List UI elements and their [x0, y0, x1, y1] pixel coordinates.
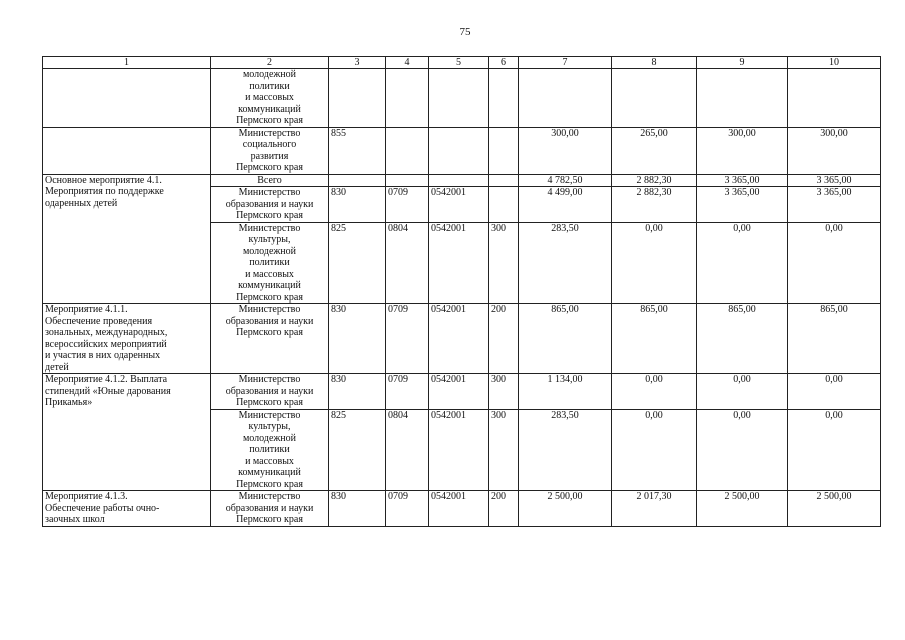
cell-amount-9	[697, 69, 788, 128]
cell-grbs: 830	[329, 491, 386, 527]
header-col-7: 7	[519, 57, 612, 69]
cell-amount-10: 0,00	[788, 374, 881, 410]
header-col-9: 9	[697, 57, 788, 69]
cell-amount-7: 300,00	[519, 127, 612, 174]
cell-amount-8: 0,00	[612, 222, 697, 304]
cell-event-name: Мероприятие 4.1.3. Обеспечение работы очно- заочных школ	[43, 491, 211, 527]
header-col-4: 4	[386, 57, 429, 69]
cell-amount-7: 283,50	[519, 409, 612, 491]
cell-amount-7	[519, 69, 612, 128]
cell-rzpr	[386, 127, 429, 174]
cell-amount-10: 2 500,00	[788, 491, 881, 527]
cell-csr: 0542001	[429, 222, 489, 304]
cell-csr	[429, 127, 489, 174]
cell-rzpr: 0709	[386, 491, 429, 527]
cell-rzpr: 0804	[386, 409, 429, 491]
cell-vr: 300	[489, 374, 519, 410]
cell-vr: 300	[489, 409, 519, 491]
cell-grbs: 830	[329, 187, 386, 223]
cell-executor: Министерство культуры, молодежной политики и массовых коммуникаций Пермского края	[211, 222, 329, 304]
cell-amount-8: 0,00	[612, 374, 697, 410]
table-row	[43, 374, 881, 410]
cell-grbs	[329, 69, 386, 128]
cell-csr: 0542001	[429, 374, 489, 410]
cell-grbs	[329, 174, 386, 187]
cell-amount-10: 3 365,00	[788, 174, 881, 187]
cell-amount-8: 2 017,30	[612, 491, 697, 527]
cell-vr	[489, 69, 519, 128]
header-col-2: 2	[211, 57, 329, 69]
cell-amount-8: 0,00	[612, 409, 697, 491]
cell-csr	[429, 69, 489, 128]
cell-executor: Министерство образования и науки Пермского края	[211, 374, 329, 410]
table-row	[43, 491, 881, 527]
cell-amount-7: 1 134,00	[519, 374, 612, 410]
cell-rzpr: 0709	[386, 187, 429, 223]
cell-executor: Министерство образования и науки Пермского края	[211, 491, 329, 527]
cell-amount-9: 2 500,00	[697, 491, 788, 527]
cell-amount-9: 300,00	[697, 127, 788, 174]
cell-grbs: 825	[329, 409, 386, 491]
header-col-1: 1	[43, 57, 211, 69]
header-col-5: 5	[429, 57, 489, 69]
cell-amount-9: 865,00	[697, 304, 788, 374]
cell-grbs: 825	[329, 222, 386, 304]
cell-event-name: Мероприятие 4.1.2. Выплата стипендий «Юные дарования Прикамья»	[43, 374, 211, 491]
header-col-6: 6	[489, 57, 519, 69]
header-col-3: 3	[329, 57, 386, 69]
cell-amount-10: 0,00	[788, 409, 881, 491]
cell-amount-7: 4 499,00	[519, 187, 612, 223]
cell-vr	[489, 127, 519, 174]
cell-executor: Министерство образования и науки Пермского края	[211, 187, 329, 223]
header-col-10: 10	[788, 57, 881, 69]
cell-event-name: Мероприятие 4.1.1. Обеспечение проведения зональных, международных, всероссийских мероприятий и участия в них одаренных детей	[43, 304, 211, 374]
table-row	[43, 69, 881, 128]
cell-amount-8: 2 882,30	[612, 174, 697, 187]
cell-csr: 0542001	[429, 187, 489, 223]
cell-executor: молодежной политики и массовых коммуникаций Пермского края	[211, 69, 329, 128]
cell-rzpr	[386, 174, 429, 187]
cell-grbs: 830	[329, 374, 386, 410]
cell-amount-7: 865,00	[519, 304, 612, 374]
cell-amount-8: 865,00	[612, 304, 697, 374]
cell-csr: 0542001	[429, 304, 489, 374]
cell-vr: 300	[489, 222, 519, 304]
header-row	[43, 57, 881, 69]
table-row	[43, 174, 881, 187]
cell-amount-7: 4 782,50	[519, 174, 612, 187]
cell-grbs: 830	[329, 304, 386, 374]
cell-amount-10: 0,00	[788, 222, 881, 304]
cell-event-name	[43, 127, 211, 174]
page-number: 75	[459, 26, 471, 38]
cell-amount-9: 0,00	[697, 222, 788, 304]
cell-vr	[489, 174, 519, 187]
cell-grbs: 855	[329, 127, 386, 174]
table-row	[43, 127, 881, 174]
cell-rzpr: 0804	[386, 222, 429, 304]
cell-executor: Министерство культуры, молодежной политики и массовых коммуникаций Пермского края	[211, 409, 329, 491]
cell-vr: 200	[489, 491, 519, 527]
cell-amount-8: 2 882,30	[612, 187, 697, 223]
cell-csr	[429, 174, 489, 187]
cell-event-name: Основное мероприятие 4.1. Мероприятия по поддержке одаренных детей	[43, 174, 211, 304]
cell-executor: Министерство образования и науки Пермского края	[211, 304, 329, 374]
cell-rzpr: 0709	[386, 304, 429, 374]
cell-amount-8: 265,00	[612, 127, 697, 174]
cell-vr: 200	[489, 304, 519, 374]
table-body	[43, 69, 881, 527]
cell-amount-7: 283,50	[519, 222, 612, 304]
table-row	[43, 304, 881, 374]
cell-amount-10: 3 365,00	[788, 187, 881, 223]
cell-amount-10: 300,00	[788, 127, 881, 174]
cell-vr	[489, 187, 519, 223]
cell-executor: Министерство социального развития Пермского края	[211, 127, 329, 174]
cell-amount-7: 2 500,00	[519, 491, 612, 527]
cell-rzpr: 0709	[386, 374, 429, 410]
cell-executor: Всего	[211, 174, 329, 187]
cell-csr: 0542001	[429, 409, 489, 491]
cell-amount-9: 3 365,00	[697, 187, 788, 223]
cell-amount-9: 0,00	[697, 409, 788, 491]
cell-amount-8	[612, 69, 697, 128]
cell-amount-9: 0,00	[697, 374, 788, 410]
cell-csr: 0542001	[429, 491, 489, 527]
cell-event-name	[43, 69, 211, 128]
cell-amount-9: 3 365,00	[697, 174, 788, 187]
cell-rzpr	[386, 69, 429, 128]
budget-table	[42, 56, 881, 527]
header-col-8: 8	[612, 57, 697, 69]
cell-amount-10: 865,00	[788, 304, 881, 374]
cell-amount-10	[788, 69, 881, 128]
